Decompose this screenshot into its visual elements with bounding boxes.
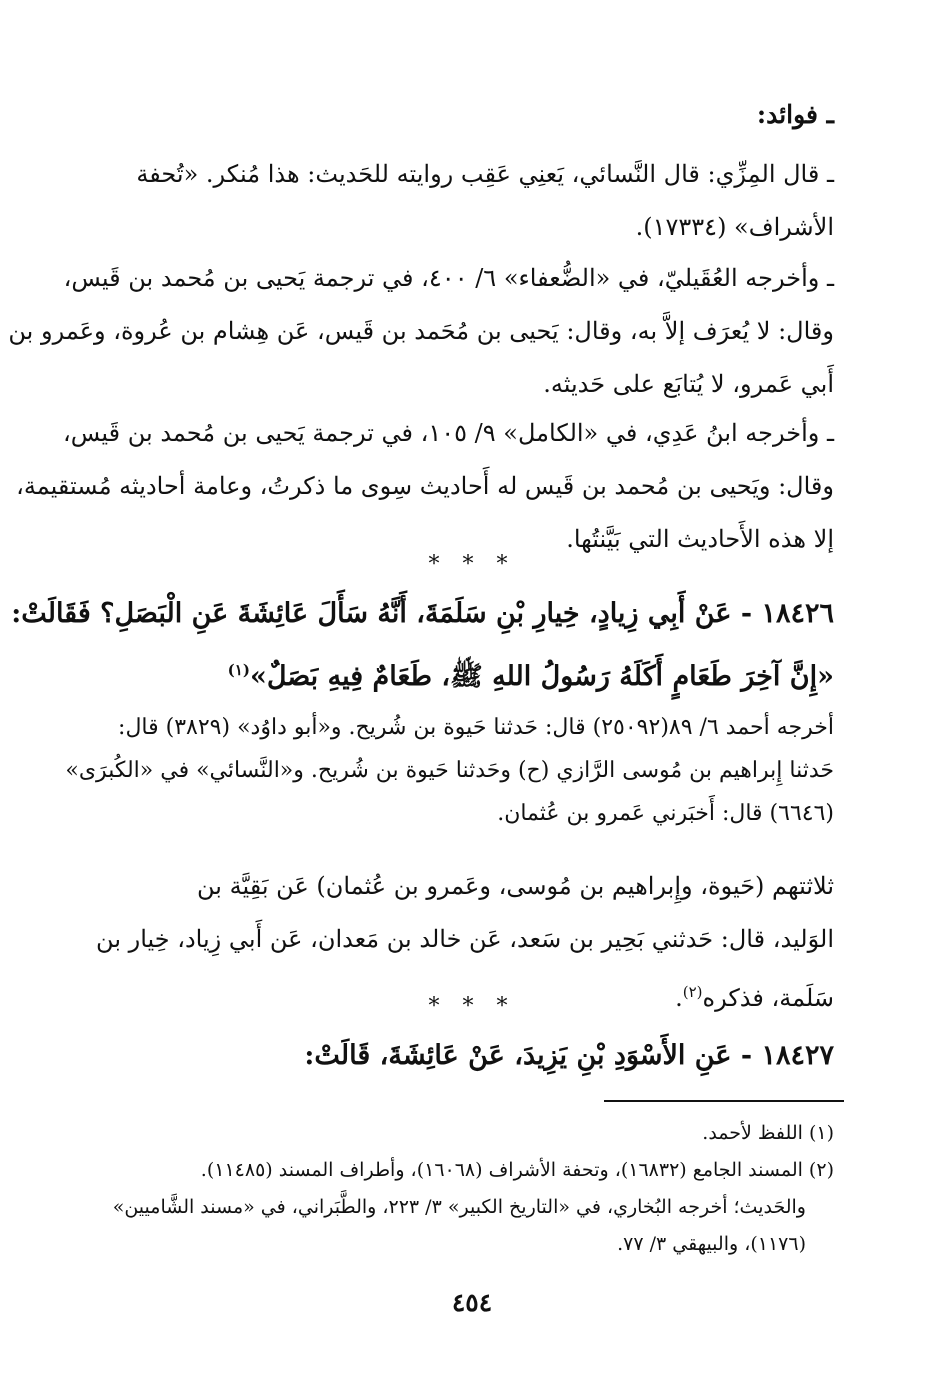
footnote-2-continuation: والحَديث؛ أخرجه البُخاري، في «التاريخ الكبير» ٣/ ٢٢٣، والطَّبَراني، في «مسند الشَّاميين» — [112, 1196, 806, 1218]
footnote-marker: (١) — [227, 661, 250, 679]
hadith-line: ١٨٤٢٧ - عَنِ الأَسْوَدِ بْنِ يَزِيدَ، عَنْ عَائِشَةَ، قَالَتْ: — [304, 1040, 834, 1071]
footnote-divider — [604, 1100, 844, 1102]
text-line: أَبي عَمرو، لا يُتابَع على حَديثه. — [543, 370, 834, 398]
text-line: ـ قال المِزِّي: قال النَّسائي، يَعنِي عَقِب روايته للحَديث: هذا مُنكر. «تُحفة — [136, 160, 834, 188]
fawaid-paragraph-2 — [8, 252, 834, 411]
takhrij-line: أخرجه أحمد ٦/ ٨٩(٢٥٠٩٢) قال: حَدثنا حَيوة بن شُريح. و«أبو داوُد» (٣٨٢٩) قال: — [118, 715, 834, 740]
footnotes — [99, 1115, 834, 1263]
hadith-18426-text — [11, 586, 834, 705]
fawaid-paragraph-3 — [16, 407, 834, 566]
text-line: ـ وأخرجه العُقَيليّ، في «الضُّعفاء» ٦/ ٤٠٠، في ترجمة يَحيى بن مُحمد بن قَيس، — [63, 264, 834, 292]
text-line: وقال: ويَحيى بن مُحمد بن قَيس له أَحاديث سِوى ما ذكرتُ، وعامة أحاديثه مُستقيمة، — [16, 472, 834, 500]
chain-end-text: سَلَمة، فذكره — [702, 984, 834, 1012]
takhrij-line: حَدثنا إِبراهيم بن مُوسى الرَّازي (ح) وحَدثنا حَيوة بن شُريح. و«النَّسائي» في «الكُبرَى» — [65, 758, 834, 783]
footnote-2-continuation: (١١٧٦)، والبيهقي ٣/ ٧٧. — [617, 1233, 806, 1255]
footnote-1: (١) اللفظ لأحمد. — [702, 1122, 834, 1144]
footnote-2: (٢) المسند الجامع (١٦٨٣٢)، وتحفة الأشراف (١٦٠٦٨)، وأطراف المسند (١١٤٨٥). — [200, 1159, 834, 1181]
fawaid-paragraph-1 — [99, 148, 834, 254]
hadith-line — [99, 642, 834, 705]
hadith-18427-text — [99, 1028, 834, 1084]
text-line: ثلاثتهم (حَيوة، وإِبراهيم بن مُوسى، وعَمرو بن عُثمان) عَن بَقِيَّة بن — [197, 872, 834, 900]
hadith-line: ١٨٤٢٦ - عَنْ أَبِي زِيادٍ، خِيارِ بْنِ سَلَمَةَ، أَنَّهُ سَأَلَ عَائِشَةَ عَنِ الْبَصَلِ؟ فَقَالَتْ: — [11, 598, 834, 629]
fawaid-heading: ـ فوائد: — [756, 100, 834, 129]
text-line: الأشراف» (١٧٣٣٤). — [635, 213, 834, 241]
footnote-marker: (٢) — [682, 983, 703, 1001]
text-line: ـ وأخرجه ابنُ عَدِي، في «الكامل» ٩/ ١٠٥، في ترجمة يَحيى بن مُحمد بن قَيس، — [63, 419, 834, 447]
takhrij-block — [65, 706, 834, 835]
section-separator: * * * — [428, 994, 516, 1019]
page-number: ٤٥٤ — [451, 1288, 493, 1317]
chain-end-punct: . — [675, 984, 683, 1012]
text-line: إلا هذه الأَحاديث التي بَيَّنتُها. — [566, 525, 834, 553]
text-line: الوَليد، قال: حَدثني بَحِير بن سَعد، عَن خالد بن مَعدان، عَن أَبي زِياد، خِيار بن — [96, 925, 834, 953]
text-line: وقال: لا يُعرَف إلاَّ به، وقال: يَحيى بن مُحَمد بن قَيس، عَن هِشام بن عُروة، وعَمرو بن — [8, 317, 834, 345]
hadith-matn: «إِنَّ آخِرَ طَعَامٍ أَكَلَهُ رَسُولُ اللهِ ﷺ، طَعَامٌ فِيهِ بَصَلٌ» — [249, 661, 834, 692]
section-separator: * * * — [428, 552, 516, 577]
takhrij-line: (٦٦٤٦) قال: أَخبَرني عَمرو بن عُثمان. — [497, 801, 834, 826]
